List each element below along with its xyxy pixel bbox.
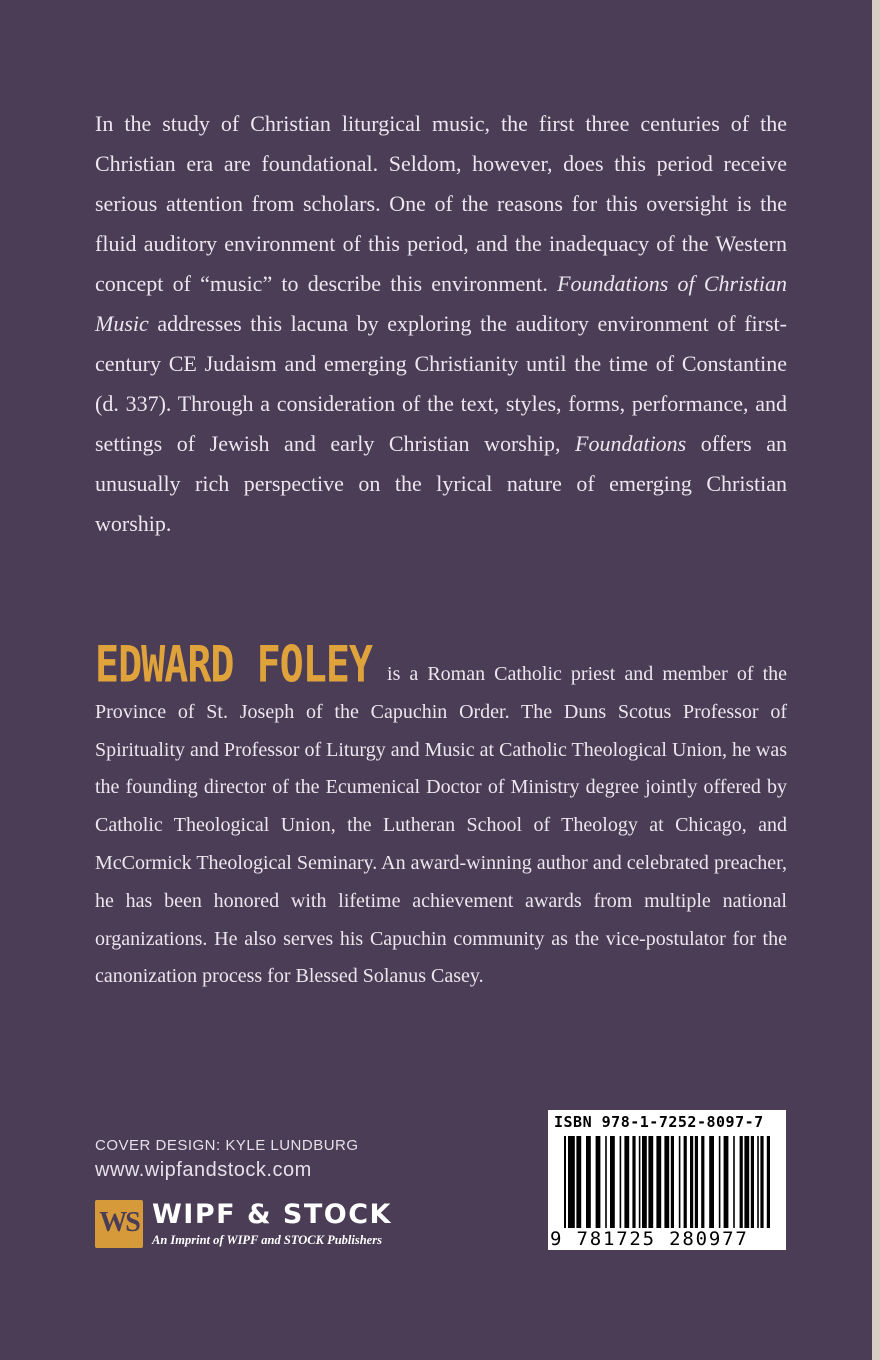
author-bio-text: is a Roman Catholic priest and member of the Province of St. Joseph of the Capuchin Order. The Duns Scotus Professor of Spirituality and Professor of Liturgy and Music at Catholic Theological Union, he was the founding director of the Ecumenical Doctor of Ministry degree jointly offered by Catholic Theological Union, the Lutheran School of Theology at Chicago, and McCormick Theological Seminary. An award-winning author and celebrated preacher, he has been honored with lifetime achievement awards from multiple national organizations. He also serves his Capuchin community as the vice-postulator for the canonization process for Blessed Solanus Casey. <box>95 663 788 988</box>
barcode-bar <box>724 1136 729 1228</box>
barcode-guard-bar <box>564 1136 566 1236</box>
credits <box>95 1136 359 1182</box>
book-description <box>95 104 787 544</box>
author-bio <box>95 636 788 996</box>
barcode-bars <box>564 1136 778 1236</box>
barcode-bar <box>576 1136 581 1228</box>
barcode-bar <box>648 1136 653 1228</box>
barcode-bar <box>586 1136 591 1228</box>
book-title-italic: Foundations of Christian Music <box>95 271 787 336</box>
barcode-bar <box>620 1136 622 1228</box>
barcode-bar <box>679 1136 681 1228</box>
barcode-bar <box>767 1136 770 1228</box>
barcode-bar <box>733 1136 735 1228</box>
barcode-bar <box>664 1136 669 1228</box>
barcode-guard-bar <box>568 1136 570 1236</box>
isbn-barcode <box>548 1110 786 1250</box>
barcode-bar <box>719 1136 721 1228</box>
page-edge <box>872 0 880 1360</box>
author-name: EDWARD FOLEY <box>95 636 372 694</box>
barcode-bar <box>744 1136 749 1228</box>
description-text-1: In the study of Christian liturgical music, the first three centuries of the Christian era are foundational. Seldom, however, does this period receive serious attention from scholars. One of the reasons for this oversight is the fluid auditory environment of this period, and the inadequacy of the Western concept of “music” to describe this environment. <box>95 111 787 296</box>
barcode-bar <box>709 1136 714 1228</box>
barcode-bar <box>757 1136 759 1228</box>
barcode-bar <box>684 1136 687 1228</box>
description-text-3: offers an unusually rich perspective on the lyrical nature of emerging Christian worship. <box>95 431 788 536</box>
barcode-bar <box>570 1136 575 1228</box>
barcode-bar <box>751 1136 754 1228</box>
barcode-bar <box>639 1136 641 1228</box>
publisher-imprint: An Imprint of WIPF and STOCK Publishers <box>152 1233 382 1247</box>
barcode-bar <box>701 1136 704 1228</box>
barcode-bar <box>632 1136 635 1228</box>
barcode-bar <box>642 1136 647 1228</box>
barcode-bar <box>596 1136 601 1228</box>
barcode-digits-text: 9 781725 280977 <box>550 1228 749 1250</box>
barcode-digits <box>550 1228 786 1250</box>
cover-design-credit: COVER DESIGN: KYLE LUNDBURG <box>95 1137 359 1154</box>
description-text-2: addresses this lacuna by exploring the auditory environment of first-century CE Judaism and emerging Christianity until the time of Constantine (d. 337). Through a consideration of the text, styles, forms, performance, and settings of Jewish and early Christian worship, <box>95 311 787 456</box>
publisher-logo-block <box>95 1200 425 1248</box>
barcode-bar <box>690 1136 693 1228</box>
publisher-name: WIPF & STOCK <box>152 1199 392 1230</box>
barcode-bar <box>740 1136 743 1228</box>
barcode-bar <box>605 1136 607 1228</box>
isbn-label: ISBN 978-1-7252-8097-7 <box>554 1113 764 1131</box>
barcode-bar <box>671 1136 674 1228</box>
short-title-italic: Foundations <box>575 431 687 456</box>
barcode-bar <box>656 1136 661 1228</box>
barcode-bar <box>624 1136 629 1228</box>
publisher-website: www.wipfandstock.com <box>95 1159 312 1181</box>
barcode-bar <box>760 1136 763 1228</box>
barcode-bar <box>610 1136 615 1228</box>
barcode-bar <box>695 1136 698 1228</box>
ws-logo-icon <box>95 1200 143 1248</box>
ws-logo-letters: WS <box>99 1207 139 1238</box>
